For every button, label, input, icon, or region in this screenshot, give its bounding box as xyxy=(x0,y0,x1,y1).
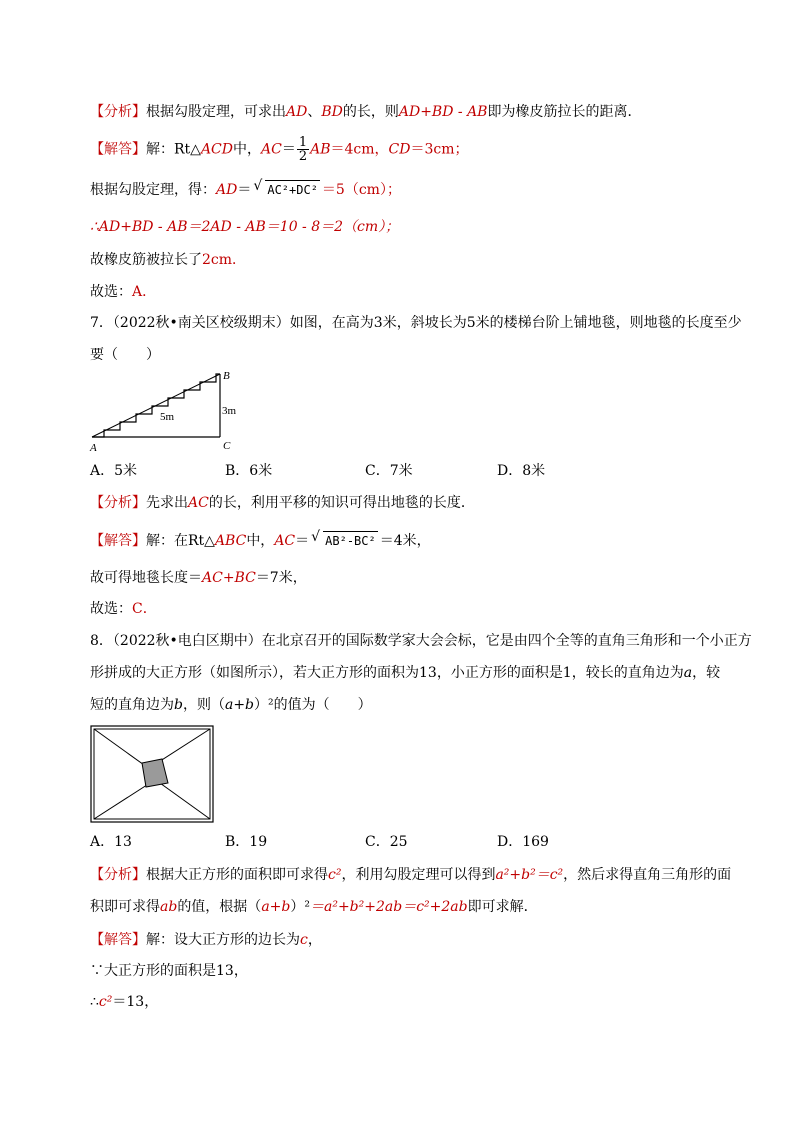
var-abc: ABC xyxy=(214,533,247,549)
pythagoras-square-figure xyxy=(90,725,214,823)
answer-tag: 【解答】 xyxy=(90,932,146,948)
q7-line4 xyxy=(90,598,157,620)
answer-zh: 中， xyxy=(246,533,275,549)
analysis-rest: 的长，利用平移的知识可得出地毯的长度． xyxy=(208,495,475,511)
answer-value: ＝4米， xyxy=(379,533,431,549)
choose-value: A． xyxy=(132,284,157,300)
line5-text: 故橡皮筋被拉长了 xyxy=(90,252,202,268)
equals: ＝ xyxy=(281,141,296,158)
sqrt-body: AB²-BC² xyxy=(323,531,378,548)
answer-tag: 【解答】 xyxy=(90,533,146,549)
var-acd: ACD xyxy=(200,141,233,158)
q8-option-a[interactable]: A．13 xyxy=(90,834,132,850)
expr-pythagoras: a²+b²＝c² xyxy=(495,867,564,883)
prev-analysis-line xyxy=(90,101,641,123)
analysis-text-c: ）² xyxy=(290,899,310,915)
expr: AD+BD - AB xyxy=(398,104,488,120)
analysis-text-b: ，利用勾股定理可以得到 xyxy=(341,867,496,883)
q8-title-line3 xyxy=(90,694,372,716)
expr-c2: c² xyxy=(98,994,113,1010)
answer-lead: 解：在Rt△ xyxy=(146,533,215,549)
analysis-tag: 【分析】 xyxy=(90,495,146,511)
fraction-half xyxy=(297,136,309,163)
analysis-text-a: 根据大正方形的面积即可求得 xyxy=(146,867,328,883)
equals: ＝ xyxy=(237,182,252,198)
line3-text: 故可得地毯长度＝ xyxy=(90,570,202,586)
prev-line5 xyxy=(90,249,246,271)
label-a: A xyxy=(90,442,97,453)
sqrt-expression xyxy=(311,530,378,552)
label-3m: 3m xyxy=(222,405,237,417)
var-ad: AD xyxy=(216,182,238,198)
prev-answer-line xyxy=(90,136,469,163)
title-mid: ，则（ xyxy=(182,697,225,713)
var-a-plus-b: a+b xyxy=(224,697,255,713)
title-text: 形拼成的大正方形（如图所示），若大正方形的面积为13，小正方形的面积是1，较长的直角边为 xyxy=(90,665,684,681)
var-ac: AC xyxy=(188,495,209,511)
radical-sign: √ xyxy=(311,529,321,545)
line3-value: ＝13， xyxy=(112,994,159,1010)
q7-option-d[interactable]: D．8米 xyxy=(497,463,546,479)
q8-analysis-line1 xyxy=(90,864,731,886)
analysis-text-d: 即可求解． xyxy=(467,899,538,915)
q7-title-line1: 7．（2022秋•南关区校级期末）如图，在高为3米，斜坡长为5米的楼梯台阶上铺地毯，则地毯的长度至少 xyxy=(90,315,742,331)
title-end: ）²的值为（ ） xyxy=(254,697,372,713)
q8-answer-line3 xyxy=(90,991,158,1013)
prev-line6 xyxy=(90,281,156,303)
q7-option-b[interactable]: B．6米 xyxy=(225,463,273,479)
expr-expansion: ＝a²+b²+2ab＝c²+2ab xyxy=(309,899,468,915)
stair-figure xyxy=(88,369,248,453)
answer-tag: 【解答】 xyxy=(90,141,146,158)
answer-text: 解：设大正方形的边长为 xyxy=(146,932,300,948)
choose-label: 故选： xyxy=(90,284,132,300)
var-a: a xyxy=(683,665,693,681)
q7-line3 xyxy=(90,567,307,589)
q8-title-line1: 8．（2022秋•电白区期中）在北京召开的国际数学家大会会标，它是由四个全等的直角三角形和一个小正方 xyxy=(90,633,752,649)
analysis-text: 根据勾股定理，可求出 xyxy=(146,104,286,120)
q7-option-c[interactable]: C．7米 xyxy=(365,463,413,479)
var-b: b xyxy=(174,697,183,713)
q7-title-line2: 要（ ） xyxy=(90,347,160,363)
slope-line xyxy=(92,374,220,437)
prev-line4: ∴AD+BD - AB＝2AD - AB＝10 - 8＝2（cm）； xyxy=(90,219,400,235)
var-ad: AD xyxy=(286,104,308,120)
analysis-end: 即为橡皮筋拉长的距离． xyxy=(487,104,642,120)
expr-a-plus-b: a+b xyxy=(261,899,291,915)
prev-line3 xyxy=(90,179,401,201)
expr-c2: c² xyxy=(328,867,342,883)
analysis-tag: 【分析】 xyxy=(90,104,146,120)
answer-lead: 解：Rt△ xyxy=(146,141,201,158)
label-5m: 5m xyxy=(160,411,175,423)
var-bd: BD xyxy=(321,104,343,120)
analysis-mid: 的长，则 xyxy=(342,104,399,120)
line3-expr: AC+BC xyxy=(202,570,256,586)
var-c: c xyxy=(300,932,308,948)
expr-ab: ab xyxy=(160,899,178,915)
var-cd: CD xyxy=(388,141,411,158)
title-end: ，较 xyxy=(692,665,721,681)
frac-num: 1 xyxy=(298,135,308,150)
sqrt-expression xyxy=(253,179,320,201)
q7-analysis xyxy=(90,492,475,514)
separator: 、 xyxy=(307,104,322,120)
var-ac: AC xyxy=(260,141,282,158)
var-ab: AB xyxy=(310,141,331,158)
analysis-lead: 先求出 xyxy=(146,495,188,511)
equals: ＝ xyxy=(295,533,310,549)
value-2: ＝3cm； xyxy=(410,141,469,158)
sqrt-body: AC²+DC² xyxy=(265,180,320,197)
analysis-text-c: ，然后求得直角三角形的面 xyxy=(563,867,732,883)
analysis-text-a: 积即可求得 xyxy=(90,899,160,915)
q7-option-a[interactable]: A．5米 xyxy=(90,463,138,479)
q8-option-c[interactable]: C．25 xyxy=(365,834,408,850)
analysis-tag: 【分析】 xyxy=(90,867,146,883)
line3-value: ＝5（cm）； xyxy=(321,182,401,198)
radical-sign: √ xyxy=(253,178,263,194)
choose-label: 故选： xyxy=(90,601,132,617)
therefore-sign: ∴ xyxy=(90,994,99,1010)
choose-value: C． xyxy=(132,601,157,617)
q8-option-b[interactable]: B．19 xyxy=(225,834,268,850)
q7-answer xyxy=(90,530,431,552)
label-c: C xyxy=(223,440,231,452)
frac-den: 2 xyxy=(298,149,308,164)
value-1: ＝4cm， xyxy=(330,141,389,158)
q8-answer-line1 xyxy=(90,929,322,951)
q8-title-line2 xyxy=(90,662,720,684)
answer-zh: 中， xyxy=(232,141,261,158)
line3-text: 根据勾股定理，得： xyxy=(90,182,216,198)
answer-end: ， xyxy=(307,932,322,948)
line5-value: 2cm． xyxy=(202,252,247,268)
label-b: B xyxy=(223,370,230,382)
q8-option-d[interactable]: D．169 xyxy=(497,834,549,850)
title-pre: 短的直角边为 xyxy=(90,697,174,713)
analysis-text-b: 的值，根据（ xyxy=(177,899,262,915)
q8-answer-line2: ∵大正方形的面积是13， xyxy=(90,963,248,979)
var-ac: AC xyxy=(274,533,296,549)
q8-analysis-line2 xyxy=(90,896,538,918)
line3-value: ＝7米， xyxy=(255,570,307,586)
